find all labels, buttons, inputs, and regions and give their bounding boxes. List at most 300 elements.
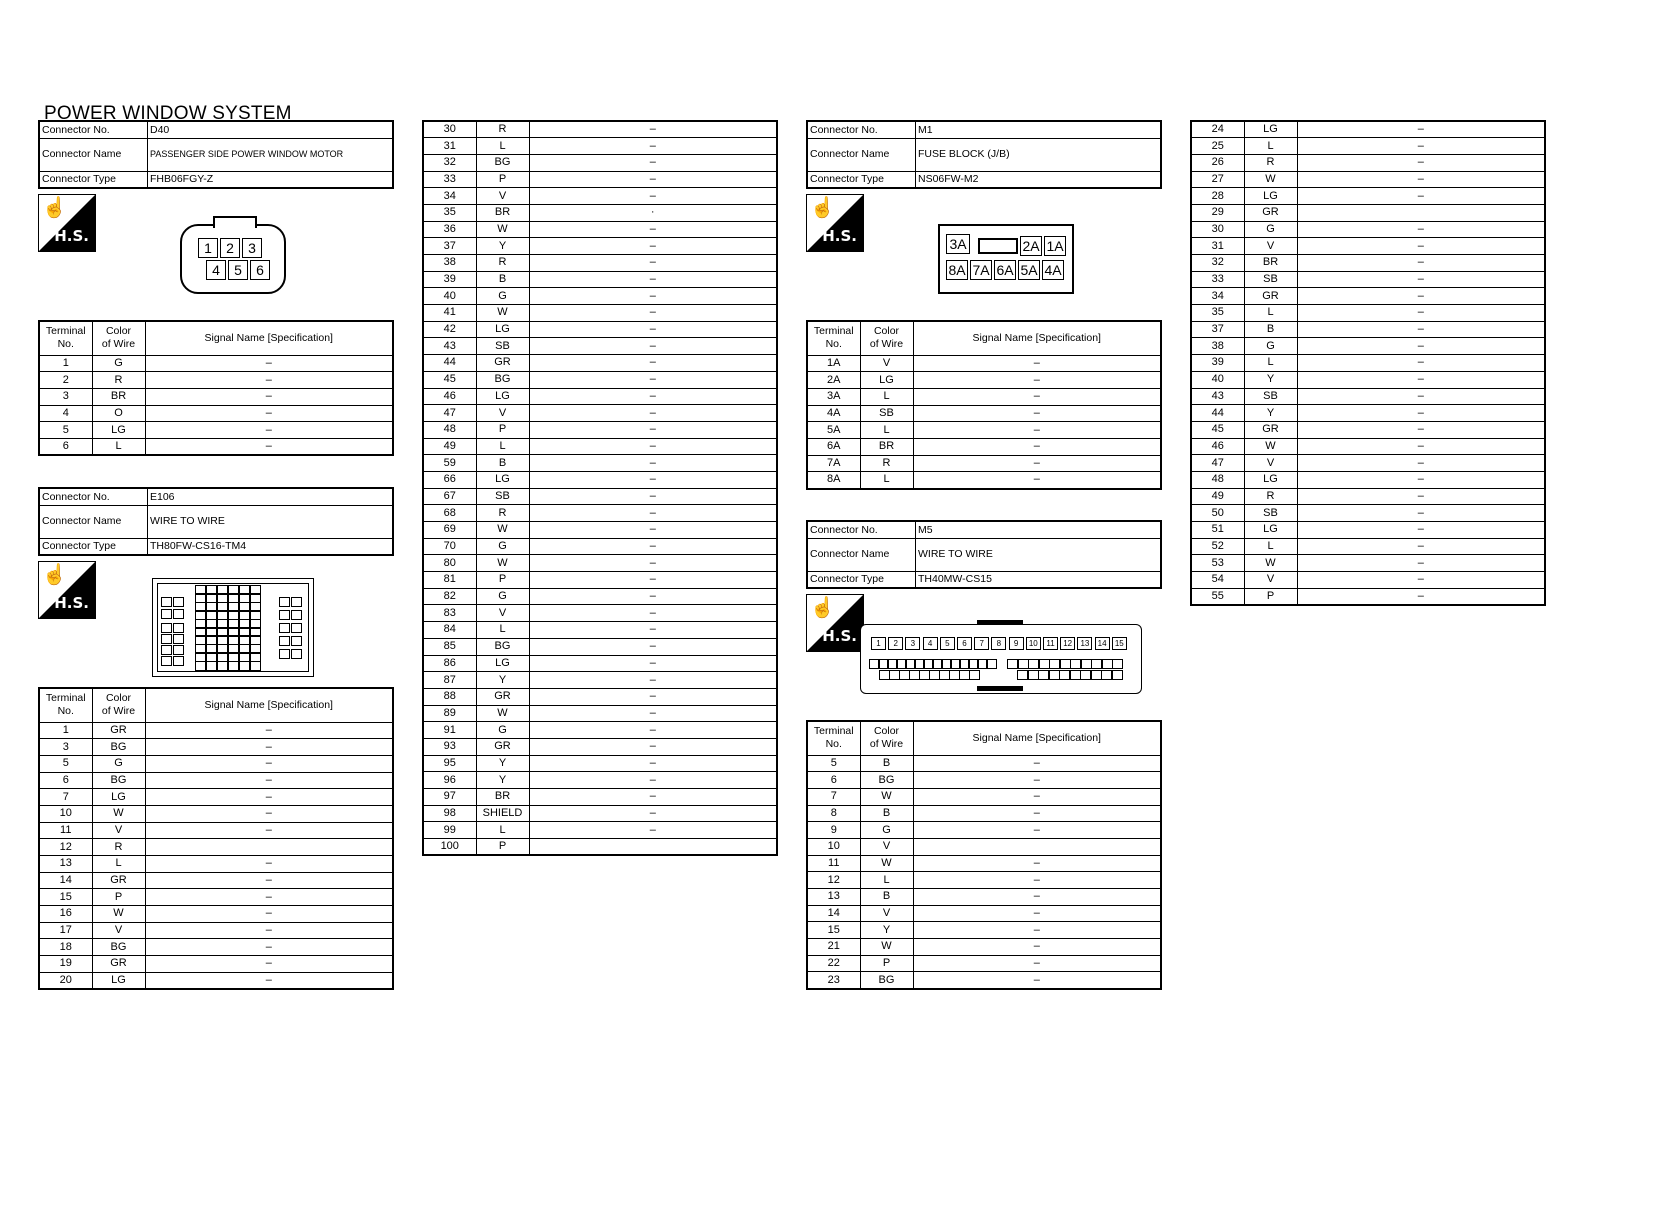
wire-color-cell: BG <box>476 154 529 171</box>
wire-color-cell: B <box>860 805 913 822</box>
wire-color-cell: V <box>476 605 529 622</box>
table-row <box>39 839 393 856</box>
signal-name-cell: – <box>913 788 1161 805</box>
signal-name-cell: – <box>1297 221 1545 238</box>
d40-connector-type: FHB06FGY-Z <box>148 171 394 188</box>
m1-connector-name: FUSE BLOCK (J/B) <box>916 138 1162 171</box>
table-row <box>423 755 777 772</box>
terminal-no-cell: 15 <box>807 922 860 939</box>
wire-color-cell: LG <box>860 372 913 389</box>
connector-pin <box>291 597 302 607</box>
wire-color-cell: L <box>860 422 913 439</box>
d40-connector-no: D40 <box>148 121 394 138</box>
signal-name-cell: – <box>529 722 777 739</box>
table-row <box>423 138 777 155</box>
connector-pin: 8A <box>946 260 968 280</box>
terminal-no-cell: 34 <box>1191 288 1244 305</box>
table-row <box>1191 338 1545 355</box>
connector-pin <box>1070 670 1081 680</box>
terminal-no-cell: 28 <box>1191 188 1244 205</box>
signal-name-cell: – <box>1297 388 1545 405</box>
wire-color-cell: Y <box>860 922 913 939</box>
signal-name-cell: – <box>145 355 393 372</box>
table-row <box>39 805 393 822</box>
wire-color-cell: LG <box>92 972 145 989</box>
table-row <box>423 839 777 856</box>
terminal-no-cell: 50 <box>1191 505 1244 522</box>
wire-color-cell: BG <box>476 638 529 655</box>
terminal-no-cell: 42 <box>423 321 476 338</box>
wire-color-cell: W <box>92 906 145 923</box>
table-row <box>1191 555 1545 572</box>
wire-color-cell: BG <box>92 772 145 789</box>
signal-name-cell: – <box>529 522 777 539</box>
table-row <box>1191 221 1545 238</box>
terminal-no-cell: 4 <box>39 405 92 422</box>
terminal-no-cell: 19 <box>39 956 92 973</box>
wire-color-cell: L <box>476 822 529 839</box>
signal-name-cell: – <box>529 271 777 288</box>
signal-name-cell: – <box>913 855 1161 872</box>
signal-name-cell: – <box>1297 321 1545 338</box>
table-row <box>1191 238 1545 255</box>
connector-pin: 4A <box>1042 260 1064 280</box>
wire-color-cell: L <box>92 856 145 873</box>
terminal-no-cell: 93 <box>423 738 476 755</box>
hs-label: H.S. <box>822 227 857 245</box>
connector-pin <box>173 634 184 644</box>
terminal-no-cell: 35 <box>423 204 476 221</box>
wire-color-cell: O <box>92 405 145 422</box>
terminal-no-cell: 70 <box>423 538 476 555</box>
e106-terminal-table <box>38 687 394 990</box>
table-row <box>39 789 393 806</box>
signal-name-cell: – <box>529 305 777 322</box>
connector-pin: 7 <box>974 637 989 650</box>
table-row <box>807 855 1161 872</box>
table-row <box>807 905 1161 922</box>
wire-color-cell: GR <box>476 688 529 705</box>
table-row <box>807 422 1161 439</box>
table-row <box>807 838 1161 855</box>
connector-pin: 1 <box>871 637 886 650</box>
terminal-no-cell: 27 <box>1191 171 1244 188</box>
wire-color-cell: W <box>1244 171 1297 188</box>
signal-name-cell: · <box>529 204 777 221</box>
table-row <box>807 372 1161 389</box>
terminal-no-cell: 44 <box>423 355 476 372</box>
wire-color-cell: LG <box>1244 188 1297 205</box>
wire-color-cell: Y <box>1244 405 1297 422</box>
connector-pin <box>291 610 302 620</box>
signal-name-cell: – <box>529 421 777 438</box>
terminal-no-cell: 25 <box>1191 138 1244 155</box>
wire-color-cell: P <box>476 421 529 438</box>
d40-terminal-table <box>38 320 394 456</box>
signal-name-cell: – <box>145 755 393 772</box>
wire-color-cell: L <box>1244 138 1297 155</box>
terminal-no-cell: 33 <box>1191 271 1244 288</box>
table-row <box>423 371 777 388</box>
wire-color-cell: W <box>1244 438 1297 455</box>
terminal-no-cell: 87 <box>423 672 476 689</box>
signal-name-cell: – <box>913 472 1161 489</box>
terminal-no-cell: 13 <box>39 856 92 873</box>
m5-cont-terminal-table <box>1190 120 1546 606</box>
wire-color-cell: BG <box>476 371 529 388</box>
signal-name-cell: – <box>529 405 777 422</box>
signal-name-cell: – <box>913 355 1161 372</box>
terminal-no-cell: 2A <box>807 372 860 389</box>
table-row <box>423 288 777 305</box>
table-row <box>423 204 777 221</box>
m5-connector-face <box>860 624 1142 694</box>
signal-name-cell: – <box>145 856 393 873</box>
signal-name-cell: – <box>529 138 777 155</box>
connector-type-label: Connector Type <box>807 171 916 188</box>
wire-color-cell: R <box>92 839 145 856</box>
terminal-no-cell: 22 <box>807 955 860 972</box>
terminal-no-cell: 86 <box>423 655 476 672</box>
wire-color-cell: V <box>860 905 913 922</box>
wire-color-cell: L <box>860 388 913 405</box>
connector-pin: 13 <box>1077 637 1092 650</box>
wire-color-cell: R <box>1244 154 1297 171</box>
connector-pin <box>173 656 184 666</box>
connector-no-label: Connector No. <box>39 488 148 505</box>
connector-pin <box>217 661 228 671</box>
terminal-no-cell: 5 <box>39 422 92 439</box>
signal-name-cell: – <box>529 588 777 605</box>
table-row <box>807 355 1161 372</box>
wire-color-cell: L <box>476 138 529 155</box>
table-row <box>39 872 393 889</box>
table-row <box>423 522 777 539</box>
terminal-no-cell: 39 <box>423 271 476 288</box>
wire-color-cell: BR <box>476 204 529 221</box>
color-header: Color of Wire <box>92 688 145 722</box>
e106-connector-name: WIRE TO WIRE <box>148 505 394 538</box>
wire-color-cell: GR <box>1244 421 1297 438</box>
signal-name-cell: – <box>1297 305 1545 322</box>
connector-pin: 10 <box>1026 637 1041 650</box>
table-row <box>423 438 777 455</box>
terminal-no-cell: 3 <box>39 739 92 756</box>
harness-side-icon <box>38 194 96 252</box>
wire-color-cell: R <box>476 121 529 138</box>
terminal-no-cell: 45 <box>1191 421 1244 438</box>
terminal-no-cell: 54 <box>1191 572 1244 589</box>
wire-color-cell: P <box>1244 588 1297 605</box>
terminal-no-cell: 51 <box>1191 522 1244 539</box>
signal-name-cell: – <box>529 822 777 839</box>
signal-name-cell: – <box>529 188 777 205</box>
terminal-no-cell: 46 <box>423 388 476 405</box>
table-row <box>39 355 393 372</box>
table-row <box>423 772 777 789</box>
table-row <box>807 872 1161 889</box>
connector-pin <box>228 661 239 671</box>
signal-name-cell: – <box>913 755 1161 772</box>
signal-name-cell: – <box>1297 421 1545 438</box>
signal-name-cell: – <box>913 438 1161 455</box>
signal-name-cell: – <box>1297 371 1545 388</box>
table-row <box>423 555 777 572</box>
connector-pin <box>1112 670 1123 680</box>
table-row <box>39 906 393 923</box>
m5-connector-no: M5 <box>916 521 1162 538</box>
terminal-no-cell: 96 <box>423 772 476 789</box>
terminal-no-cell: 68 <box>423 505 476 522</box>
terminal-no-cell: 47 <box>1191 455 1244 472</box>
e106-cont-terminal-table <box>422 120 778 856</box>
terminal-no-cell: 43 <box>1191 388 1244 405</box>
table-row <box>423 722 777 739</box>
connector-name-label: Connector Name <box>39 138 148 171</box>
terminal-no-cell: 23 <box>807 972 860 989</box>
signal-name-cell: – <box>529 789 777 806</box>
connector-pin <box>279 636 290 646</box>
connector-pin <box>969 670 980 680</box>
signal-name-cell: – <box>913 822 1161 839</box>
color-header: Color of Wire <box>860 721 913 755</box>
wire-color-cell: R <box>860 455 913 472</box>
wire-color-cell: LG <box>1244 121 1297 138</box>
table-row <box>1191 588 1545 605</box>
signal-name-cell: – <box>1297 154 1545 171</box>
signal-name-cell: – <box>913 805 1161 822</box>
terminal-no-cell: 95 <box>423 755 476 772</box>
connector-pin: 3 <box>242 238 262 258</box>
table-row <box>423 271 777 288</box>
table-row <box>423 188 777 205</box>
table-row <box>1191 305 1545 322</box>
harness-side-icon <box>806 594 864 652</box>
wire-color-cell: SB <box>1244 388 1297 405</box>
connector-hand-icon: ☝ <box>42 564 67 586</box>
terminal-no-cell: 41 <box>423 305 476 322</box>
wire-color-cell: R <box>476 505 529 522</box>
connector-no-label: Connector No. <box>807 521 916 538</box>
connector-name-label: Connector Name <box>807 138 916 171</box>
signal-name-cell: – <box>1297 522 1545 539</box>
connector-pin: 6A <box>994 260 1016 280</box>
table-row <box>39 772 393 789</box>
terminal-no-cell: 21 <box>807 939 860 956</box>
wire-color-cell: G <box>476 588 529 605</box>
m1-terminal-table <box>806 320 1162 490</box>
signal-name-cell: – <box>1297 505 1545 522</box>
terminal-no-cell: 10 <box>39 805 92 822</box>
connector-pin <box>1112 659 1123 669</box>
connector-pin <box>986 659 997 669</box>
wire-color-cell: R <box>1244 488 1297 505</box>
wire-color-cell: L <box>1244 538 1297 555</box>
terminal-no-cell: 8A <box>807 472 860 489</box>
table-row <box>39 739 393 756</box>
wire-color-cell: GR <box>1244 204 1297 221</box>
table-row <box>423 505 777 522</box>
wire-color-cell: V <box>1244 572 1297 589</box>
terminal-no-cell: 14 <box>39 872 92 889</box>
connector-pin <box>161 609 172 619</box>
wire-color-cell: LG <box>476 655 529 672</box>
signal-name-cell: – <box>913 955 1161 972</box>
signal-name-cell: – <box>529 355 777 372</box>
terminal-no-cell: 97 <box>423 789 476 806</box>
table-row <box>39 755 393 772</box>
signal-name-cell: – <box>529 338 777 355</box>
terminal-no-cell: 15 <box>39 889 92 906</box>
signal-name-cell: – <box>529 622 777 639</box>
terminal-no-cell: 38 <box>1191 338 1244 355</box>
terminal-no-cell: 32 <box>423 154 476 171</box>
table-row <box>807 405 1161 422</box>
wire-color-cell: SB <box>476 338 529 355</box>
connector-pin: 2A <box>1020 236 1042 256</box>
table-row <box>39 438 393 455</box>
signal-name-cell: – <box>1297 438 1545 455</box>
terminal-no-cell: 18 <box>39 939 92 956</box>
wire-color-cell: W <box>860 788 913 805</box>
wire-color-cell: L <box>476 438 529 455</box>
terminal-header: Terminal No. <box>807 321 860 355</box>
table-row <box>423 338 777 355</box>
signal-name-cell: – <box>145 822 393 839</box>
signal-name-cell <box>913 838 1161 855</box>
connector-pin <box>291 649 302 659</box>
table-row <box>1191 255 1545 272</box>
signal-name-cell: – <box>913 455 1161 472</box>
table-row <box>39 972 393 989</box>
wire-color-cell: L <box>1244 305 1297 322</box>
signal-name-cell: – <box>145 372 393 389</box>
terminal-no-cell: 17 <box>39 922 92 939</box>
hs-label: H.S. <box>54 594 89 612</box>
signal-name-cell: – <box>145 789 393 806</box>
wire-color-cell: LG <box>92 422 145 439</box>
signal-name-cell: – <box>529 772 777 789</box>
terminal-no-cell: 45 <box>423 371 476 388</box>
table-row <box>807 939 1161 956</box>
terminal-no-cell: 32 <box>1191 255 1244 272</box>
wire-color-cell: GR <box>476 738 529 755</box>
wire-color-cell: P <box>476 171 529 188</box>
connector-pin <box>239 661 250 671</box>
signal-name-cell: – <box>1297 538 1545 555</box>
table-row <box>39 889 393 906</box>
signal-name-cell: – <box>529 688 777 705</box>
table-row <box>1191 271 1545 288</box>
terminal-no-cell: 53 <box>1191 555 1244 572</box>
table-row <box>423 471 777 488</box>
wire-color-cell: Y <box>476 755 529 772</box>
table-row <box>1191 405 1545 422</box>
terminal-no-cell: 69 <box>423 522 476 539</box>
signal-name-cell: – <box>529 488 777 505</box>
table-row <box>39 372 393 389</box>
terminal-no-cell: 30 <box>423 121 476 138</box>
signal-name-cell: – <box>529 371 777 388</box>
table-row <box>423 789 777 806</box>
connector-pin: 7A <box>970 260 992 280</box>
wire-color-cell: V <box>476 405 529 422</box>
signal-name-cell: – <box>1297 238 1545 255</box>
signal-name-cell: – <box>529 471 777 488</box>
connector-pin <box>1091 670 1102 680</box>
connector-pin: 2 <box>888 637 903 650</box>
table-row <box>423 355 777 372</box>
connector-pin <box>195 661 206 671</box>
e106-info-table <box>38 487 394 556</box>
wire-color-cell: GR <box>92 872 145 889</box>
wire-color-cell: SB <box>1244 271 1297 288</box>
connector-pin <box>1080 670 1091 680</box>
table-row <box>1191 455 1545 472</box>
terminal-no-cell: 66 <box>423 471 476 488</box>
terminal-no-cell: 7A <box>807 455 860 472</box>
connector-pin: 14 <box>1095 637 1110 650</box>
table-row <box>39 922 393 939</box>
table-row <box>423 221 777 238</box>
signal-name-cell: – <box>529 672 777 689</box>
wire-color-cell: V <box>860 838 913 855</box>
signal-name-cell: – <box>145 922 393 939</box>
terminal-no-cell: 82 <box>423 588 476 605</box>
wire-color-cell: B <box>1244 321 1297 338</box>
wire-color-cell: W <box>476 555 529 572</box>
signal-name-cell: – <box>913 872 1161 889</box>
connector-type-label: Connector Type <box>39 538 148 555</box>
signal-name-cell: – <box>145 939 393 956</box>
terminal-no-cell: 12 <box>39 839 92 856</box>
connector-pin <box>173 623 184 633</box>
table-row <box>423 705 777 722</box>
signal-name-cell: – <box>1297 405 1545 422</box>
signal-name-cell: – <box>1297 588 1545 605</box>
terminal-no-cell: 4A <box>807 405 860 422</box>
wire-color-cell: B <box>860 755 913 772</box>
table-row <box>39 422 393 439</box>
table-row <box>423 171 777 188</box>
table-row <box>423 655 777 672</box>
connector-type-label: Connector Type <box>39 171 148 188</box>
signal-name-cell: – <box>913 772 1161 789</box>
terminal-no-cell: 8 <box>807 805 860 822</box>
wire-color-cell: SB <box>476 488 529 505</box>
terminal-no-cell: 2 <box>39 372 92 389</box>
wire-color-cell: G <box>92 355 145 372</box>
wire-color-cell: L <box>860 872 913 889</box>
connector-pin <box>161 645 172 655</box>
signal-name-cell: – <box>1297 121 1545 138</box>
terminal-no-cell: 11 <box>39 822 92 839</box>
connector-pin: 15 <box>1112 637 1127 650</box>
wire-color-cell: GR <box>1244 288 1297 305</box>
table-row <box>423 488 777 505</box>
signal-name-cell <box>529 839 777 856</box>
d40-connector-name: PASSENGER SIDE POWER WINDOW MOTOR <box>148 138 394 171</box>
signal-name-cell: – <box>913 889 1161 906</box>
hs-label: H.S. <box>822 627 857 645</box>
signal-name-cell <box>145 839 393 856</box>
table-row <box>1191 488 1545 505</box>
terminal-no-cell: 24 <box>1191 121 1244 138</box>
wire-color-cell: Y <box>1244 371 1297 388</box>
table-row <box>423 305 777 322</box>
signal-name-cell: – <box>1297 488 1545 505</box>
signal-name-cell <box>1297 204 1545 221</box>
